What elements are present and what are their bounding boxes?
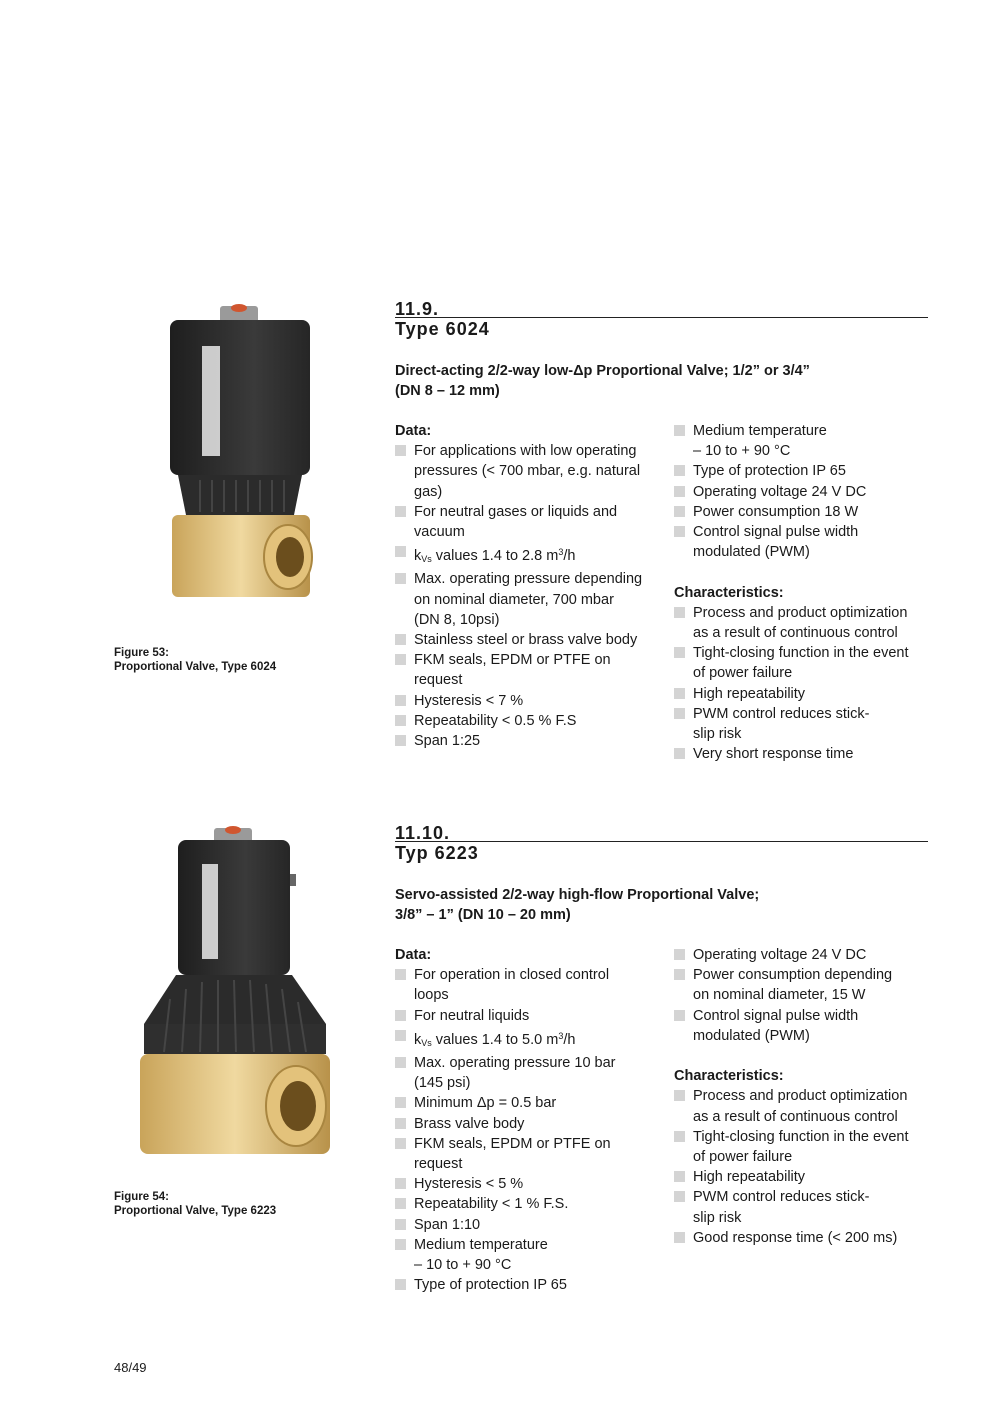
list-item: Hysteresis < 5 % xyxy=(395,1174,657,1194)
characteristics-list xyxy=(674,1086,924,1248)
valve-6024-image xyxy=(150,300,330,630)
list-item: Operating voltage 24 V DC xyxy=(674,945,924,965)
list-item: FKM seals, EPDM or PTFE on request xyxy=(395,1134,657,1174)
data-list xyxy=(395,441,657,751)
list-item: For neutral gases or liquids and vacuum xyxy=(395,502,657,542)
section-type-title: Type 6024 xyxy=(395,319,490,339)
list-item: Span 1:10 xyxy=(395,1215,657,1235)
section-heading xyxy=(395,823,928,863)
list-item: Type of protection IP 65 xyxy=(674,461,924,481)
list-item: PWM control reduces stick- slip risk xyxy=(674,1187,924,1227)
list-item: Good response time (< 200 ms) xyxy=(674,1228,924,1248)
spec-list xyxy=(674,421,924,562)
list-item: Process and product optimization as a result of continuous control xyxy=(674,1086,924,1126)
list-item: Medium temperature – 10 to + 90 °C xyxy=(674,421,924,461)
data-list xyxy=(395,965,657,1295)
section-subtitle: Servo-assisted 2/2-way high-flow Proportional Valve; 3/8” – 1” (DN 10 – 20 mm) xyxy=(395,887,760,923)
list-item: Control signal pulse width modulated (PWM) xyxy=(674,522,924,562)
page-number: 48/49 xyxy=(114,1360,147,1375)
list-item: Max. operating pressure 10 bar (145 psi) xyxy=(395,1053,657,1093)
list-item: For operation in closed control loops xyxy=(395,965,657,1005)
section-number: 11.9. xyxy=(395,299,440,319)
list-item: Very short response time xyxy=(674,744,924,764)
list-item: Tight-closing function in the event of power failure xyxy=(674,643,924,683)
section-number: 11.10. xyxy=(395,823,451,843)
list-item: Control signal pulse width modulated (PWM) xyxy=(674,1006,924,1046)
spec-column xyxy=(674,421,924,764)
section-type-title: Typ 6223 xyxy=(395,843,479,863)
characteristics-list xyxy=(674,603,924,765)
list-item: PWM control reduces stick- slip risk xyxy=(674,704,924,744)
list-item: Type of protection IP 65 xyxy=(395,1275,657,1295)
data-heading: Data: xyxy=(395,947,432,963)
data-column xyxy=(395,945,657,1295)
list-item: High repeatability xyxy=(674,684,924,704)
list-item: Hysteresis < 7 % xyxy=(395,691,657,711)
characteristics-heading: Characteristics: xyxy=(674,1068,784,1085)
list-item: High repeatability xyxy=(674,1167,924,1187)
list-item: Repeatability < 1 % F.S. xyxy=(395,1194,657,1214)
section-heading xyxy=(395,299,928,339)
list-item: Operating voltage 24 V DC xyxy=(674,482,924,502)
characteristics-heading: Characteristics: xyxy=(674,584,784,601)
list-item: $k_{Vs}$ values 1.4 to 2.8 $m^3/h$ xyxy=(395,542,657,569)
list-item: Brass valve body xyxy=(395,1114,657,1134)
data-column xyxy=(395,421,657,751)
figure-53-caption: Figure 53: Proportional Valve, Type 6024 xyxy=(114,647,277,673)
list-item: Power consumption 18 W xyxy=(674,502,924,522)
list-item: Minimum Δp = 0.5 bar xyxy=(395,1093,657,1113)
list-item: Tight-closing function in the event of power failure xyxy=(674,1127,924,1167)
spec-column xyxy=(674,945,924,1248)
list-item: Stainless steel or brass valve body xyxy=(395,630,657,650)
valve-6223-image xyxy=(130,824,340,1164)
spec-list xyxy=(674,945,924,1046)
data-heading: Data: xyxy=(395,423,432,439)
section-subtitle: Direct-acting 2/2-way low-Δp Proportional Valve; 1/2” or 3/4” (DN 8 – 12 mm) xyxy=(395,363,810,399)
list-item: Process and product optimization as a result of continuous control xyxy=(674,603,924,643)
list-item: For neutral liquids xyxy=(395,1006,657,1026)
list-item: $k_{Vs}$ values 1.4 to 5.0 $m^3/h$ xyxy=(395,1026,657,1053)
list-item: Span 1:25 xyxy=(395,731,657,751)
list-item: Power consumption depending on nominal diameter, 15 W xyxy=(674,965,924,1005)
list-item: Repeatability < 0.5 % F.S xyxy=(395,711,657,731)
figure-54-caption: Figure 54: Proportional Valve, Type 6223 xyxy=(114,1191,277,1217)
list-item: Medium temperature – 10 to + 90 °C xyxy=(395,1235,657,1275)
list-item: FKM seals, EPDM or PTFE on request xyxy=(395,650,657,690)
list-item: Max. operating pressure depending on nominal diameter, 700 mbar (DN 8, 10psi) xyxy=(395,569,657,630)
list-item: For applications with low operating pressures (< 700 mbar, e.g. natural gas) xyxy=(395,441,657,502)
